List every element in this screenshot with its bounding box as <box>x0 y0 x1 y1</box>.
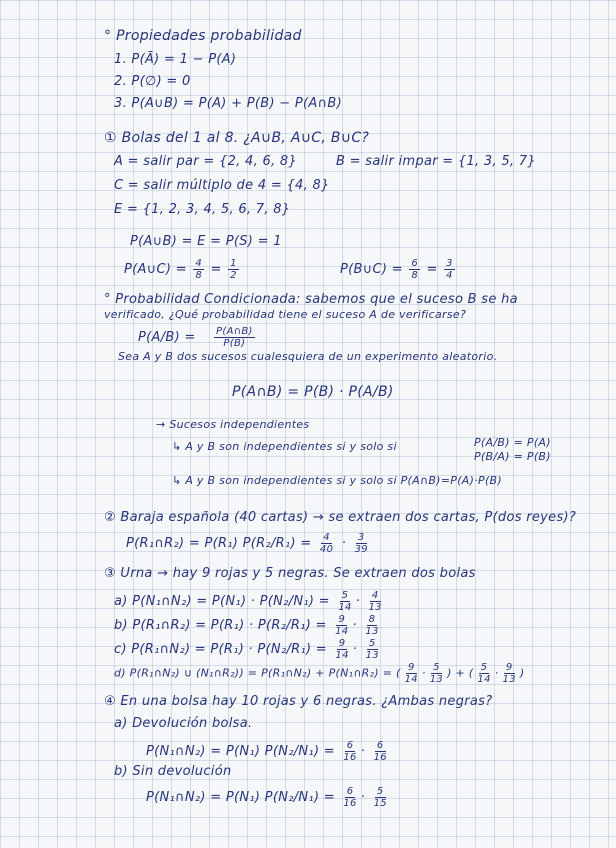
exercise-2-title: ② Baraja española (40 cartas) → se extraen dos cartas, P(dos reyes)? <box>104 510 577 525</box>
independence-condition-2: ↳ A y B son independientes si y solo si P(A∩B)=P(A)·P(B) <box>172 474 502 487</box>
numerator: 8 <box>368 614 376 625</box>
numerator: 6 <box>411 258 419 269</box>
denominator: 13 <box>502 674 516 685</box>
numerator: 6 <box>376 740 384 751</box>
numerator: 9 <box>407 662 415 673</box>
exercise-3-b-lhs: b) P(R₁∩R₂) = P(R₁) · P(R₂/R₁) = <box>114 618 327 633</box>
denominator: 13 <box>365 626 379 637</box>
numerator: 9 <box>338 638 346 649</box>
denominator: 16 <box>373 752 387 763</box>
numerator: 6 <box>346 786 354 797</box>
exercise-3-a-lhs: a) P(N₁∩N₂) = P(N₁) · P(N₂/N₁) = <box>114 594 330 609</box>
fraction <box>444 258 455 281</box>
prob-b-union-c <box>340 258 457 281</box>
exercise-4-a-solution: P(N₁∩N₂) = P(N₁) P(N₂/N₁) = $\frac{6}{16}$ · $\frac{6}{16}$ <box>146 740 387 763</box>
intersection-formula: P(A∩B) = P(B) · P(A/B) <box>232 384 394 400</box>
denominator: 2 <box>230 270 237 281</box>
exercise-3-a: a) P(N₁∩N₂) = P(N₁) · P(N₂/N₁) = $\frac{5}{14}$ · $\frac{4}{13}$ <box>114 590 382 613</box>
exercise-3-title: ③ Urna → hay 9 rojas y 5 negras. Se extraen dos bolas <box>104 566 476 581</box>
numerator: P(A∩B) <box>216 326 253 337</box>
property-2: 2. P(∅) = 0 <box>114 74 191 89</box>
denominator: 14 <box>477 674 491 685</box>
denominator: 13 <box>365 650 379 661</box>
prob-a-union-c <box>124 258 241 281</box>
denominator: 15 <box>373 798 387 809</box>
fraction <box>363 614 380 637</box>
fraction <box>364 638 381 661</box>
numerator: 4 <box>195 258 203 269</box>
conditional-intro-text: Probabilidad Condicionada: sabemos que el suceso B se ha <box>115 292 518 307</box>
numerator: 5 <box>433 662 440 673</box>
exercise-4-b-label: b) Sin devolución <box>114 764 232 779</box>
independence-condition-1: ↳ A y B son independientes si y solo si <box>172 440 397 453</box>
prob-a-union-c-lhs: P(A∪C) = <box>124 262 187 277</box>
set-c-definition: C = salir múltiplo de 4 = {4, 8} <box>114 178 330 193</box>
independence-rule-1b: P(B/A) = P(B) <box>474 450 551 463</box>
fraction <box>214 326 255 349</box>
exercise-4-a-label: a) Devolución bolsa. <box>114 716 253 731</box>
fraction <box>318 532 335 555</box>
fraction <box>193 258 204 281</box>
multiply-sign: · <box>341 536 347 551</box>
denominator: 14 <box>335 650 349 661</box>
exercise-4-title: ④ En una bolsa hay 10 rojas y 6 negras. ¿Ambas negras? <box>104 694 493 709</box>
fraction <box>428 662 445 685</box>
conditional-intro-line1: ° Probabilidad Condicionada: sabemos que el suceso B se ha <box>104 292 518 307</box>
numerator: 1 <box>230 258 237 269</box>
denominator: 14 <box>335 626 349 637</box>
properties-title-text: Propiedades probabilidad <box>116 28 302 44</box>
exercise-3-c: c) P(R₁∩N₂) = P(R₁) · P(N₂/R₁) = $\frac{9}{14}$ · $\frac{5}{13}$ <box>114 638 379 661</box>
conditional-intro-line2: verificado, ¿Qué probabilidad tiene el suceso A de verificarse? <box>104 308 467 321</box>
denominator: 13 <box>368 602 382 613</box>
fraction <box>409 258 420 281</box>
fraction <box>372 740 389 763</box>
numerator: 3 <box>446 258 453 269</box>
plus-sign: + <box>455 666 466 680</box>
exercise-2-solution <box>126 532 372 555</box>
fraction <box>501 662 518 685</box>
numerator: 5 <box>368 638 376 649</box>
fraction <box>333 638 350 661</box>
denominator: 8 <box>195 270 203 281</box>
independent-events-title: → Sucesos independientes <box>156 418 310 431</box>
exercise-4-b-lhs: P(N₁∩N₂) = P(N₁) P(N₂/N₁) = <box>146 790 335 805</box>
fraction <box>228 258 239 281</box>
exercise-3-c-lhs: c) P(R₁∩N₂) = P(R₁) · P(N₂/R₁) = <box>114 642 327 657</box>
sea-statement: Sea A y B dos sucesos cualesquiera de un experimento aleatorio. <box>118 350 498 363</box>
exercise-4-b-solution: P(N₁∩N₂) = P(N₁) P(N₂/N₁) = $\frac{6}{16}$ · $\frac{5}{15}$ <box>146 786 387 809</box>
independence-rule-1a: P(A/B) = P(A) <box>474 436 551 449</box>
fraction <box>341 740 358 763</box>
fraction <box>475 662 492 685</box>
numerator: 4 <box>323 532 330 543</box>
conditional-formula-lhs: P(A/B) = <box>138 330 196 345</box>
denominator: P(B) <box>223 338 246 349</box>
set-a-definition: A = salir par = {2, 4, 6, 8} <box>114 154 298 169</box>
denominator: 13 <box>429 674 444 685</box>
numerator: 5 <box>480 662 488 673</box>
numerator: 5 <box>376 786 384 797</box>
prob-b-union-c-lhs: P(B∪C) = <box>340 262 403 277</box>
conditional-formula <box>138 326 257 349</box>
numerator: 3 <box>357 532 365 543</box>
section-title-properties: ° Propiedades probabilidad <box>104 28 302 44</box>
set-e-definition: E = {1, 2, 3, 4, 5, 6, 7, 8} <box>114 202 291 217</box>
denominator: 14 <box>404 674 418 685</box>
numerator: 9 <box>505 662 513 673</box>
denominator: 16 <box>343 752 357 763</box>
fraction <box>372 786 389 809</box>
fraction <box>341 786 358 809</box>
denominator: 14 <box>338 602 352 613</box>
denominator: 8 <box>411 270 419 281</box>
exercise-4-a-lhs: P(N₁∩N₂) = P(N₁) P(N₂/N₁) = <box>146 744 335 759</box>
property-1: 1. P(Ā) = 1 − P(A) <box>114 52 237 67</box>
numerator: 4 <box>371 590 379 601</box>
denominator: 4 <box>446 270 453 281</box>
exercise-2-lhs: P(R₁∩R₂) = P(R₁) P(R₂/R₁) = <box>126 536 312 551</box>
exercise-3-d-lhs: d) P(R₁∩N₂) ∪ (N₁∩R₂)) = P(R₁∩N₂) + P(N₁∩R₂) = <box>114 666 393 680</box>
exercise-3-d: d) P(R₁∩N₂) ∪ (N₁∩R₂)) = P(R₁∩N₂) + P(N₁∩R₂) = ( $\frac{9}{14}$ · $\frac{5}{13}$ ) + ( $\frac{5}{14}$ · $\frac{9}{13}$ ) <box>114 662 525 685</box>
exercise-3-b: b) P(R₁∩R₂) = P(R₁) · P(R₂/R₁) = $\frac{9}{14}$ · $\frac{8}{13}$ <box>114 614 379 637</box>
fraction <box>336 590 353 613</box>
denominator: 16 <box>343 798 357 809</box>
fraction <box>367 590 384 613</box>
fraction <box>403 662 420 685</box>
property-3: 3. P(A∪B) = P(A) + P(B) − P(A∩B) <box>114 96 343 111</box>
prob-a-union-b: P(A∪B) = E = P(S) = 1 <box>130 234 282 249</box>
numerator: 9 <box>338 614 346 625</box>
exercise-1-title: ① Bolas del 1 al 8. ¿A∪B, A∪C, B∪C? <box>104 130 370 146</box>
equals-sign: = <box>210 262 222 277</box>
denominator: 39 <box>354 544 368 555</box>
numerator: 6 <box>346 740 354 751</box>
fraction <box>333 614 350 637</box>
numerator: 5 <box>341 590 349 601</box>
equals-sign: = <box>426 262 438 277</box>
set-b-definition: B = salir impar = {1, 3, 5, 7} <box>336 154 536 169</box>
denominator: 40 <box>319 544 334 555</box>
fraction <box>353 532 370 555</box>
